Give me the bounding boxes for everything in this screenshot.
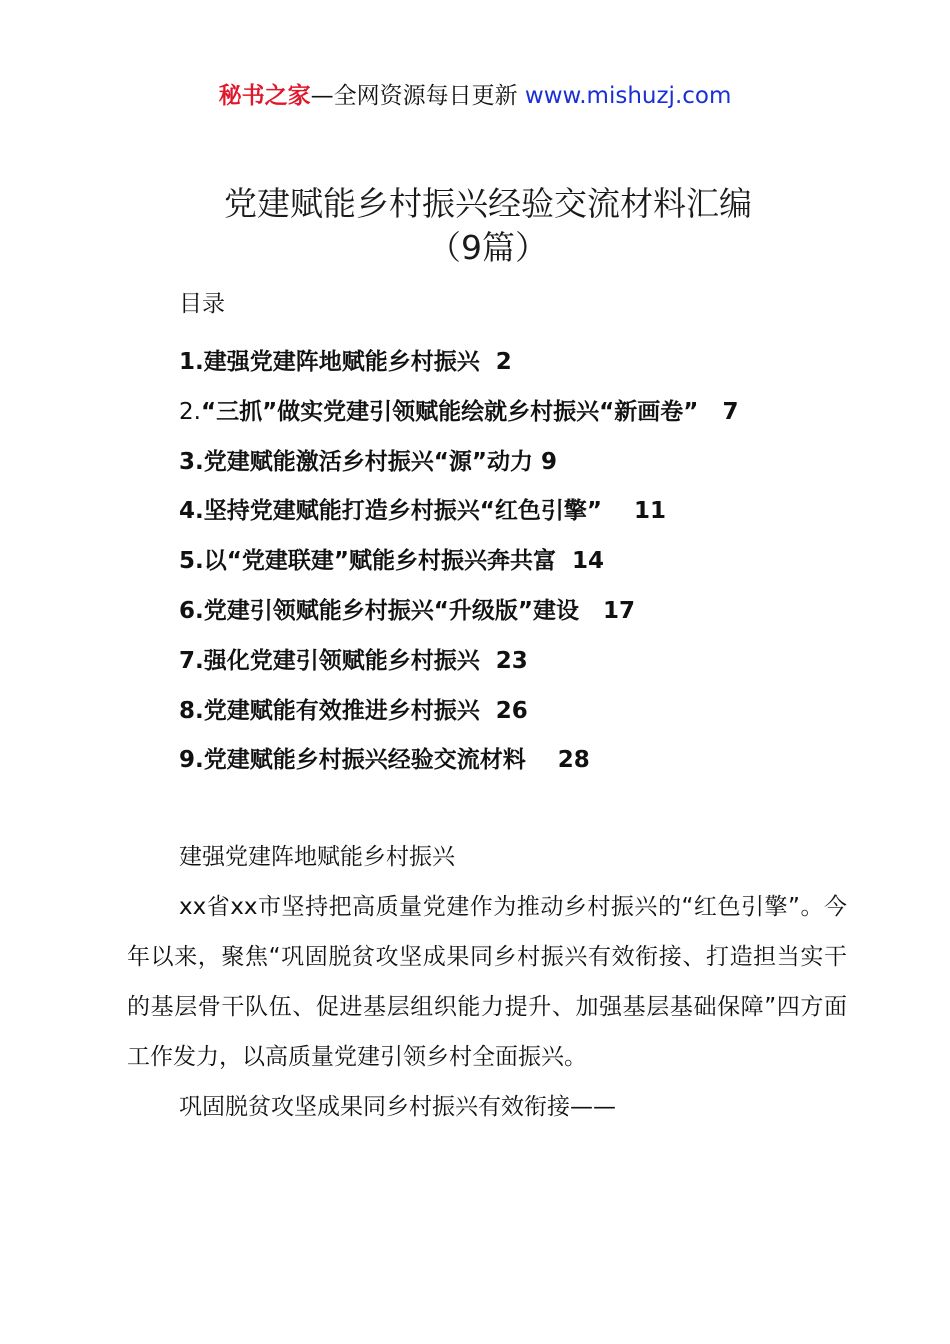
toc-item[interactable]: 7.强化党建引领赋能乡村振兴 23 <box>179 647 528 674</box>
toc-heading: 目录 <box>179 291 225 317</box>
toc-item[interactable]: 4.坚持党建赋能打造乡村振兴“红色引擎” 11 <box>179 498 667 525</box>
document-title-block <box>0 182 950 270</box>
toc-item[interactable]: 6.党建引领赋能乡村振兴“升级版”建设 17 <box>179 597 636 624</box>
toc-item[interactable]: 2.“三抓”做实党建引领赋能绘就乡村振兴“新画卷” 7 <box>179 398 739 425</box>
toc-item[interactable]: 8.党建赋能有效推进乡村振兴 26 <box>179 697 528 724</box>
body-paragraph: 巩固脱贫攻坚成果同乡村振兴有效衔接—— <box>179 1094 616 1120</box>
site-url-link[interactable]: www.mishuzj.com <box>524 83 732 109</box>
body-paragraph: xx省xx市坚持把高质量党建作为推动乡村振兴的“红色引擎”。今年以来，聚焦“巩固脱贫攻坚成果同乡村振兴有效衔接、打造担当实干的基层骨干队伍、促进基层组织能力提升、加强基层基础保障”四方面工作发力，以高质量党建引领乡村全面振兴。 <box>127 894 847 1070</box>
site-header <box>0 80 950 112</box>
toc-item[interactable]: 3.党建赋能激活乡村振兴“源”动力 9 <box>179 448 557 475</box>
table-of-contents <box>179 337 879 785</box>
brand-name: 秘书之家 <box>218 83 311 109</box>
header-tagline: —全网资源每日更新 <box>310 83 518 109</box>
document-body <box>127 832 847 1132</box>
document-subtitle: （9篇） <box>428 228 548 267</box>
toc-item[interactable]: 5.以“党建联建”赋能乡村振兴奔共富 14 <box>179 548 604 575</box>
document-title: 党建赋能乡村振兴经验交流材料汇编 <box>224 184 752 223</box>
toc-item[interactable]: 1.建强党建阵地赋能乡村振兴 2 <box>179 349 512 375</box>
toc-item[interactable]: 9.党建赋能乡村振兴经验交流材料 28 <box>179 747 590 774</box>
section-heading: 建强党建阵地赋能乡村振兴 <box>179 844 455 870</box>
